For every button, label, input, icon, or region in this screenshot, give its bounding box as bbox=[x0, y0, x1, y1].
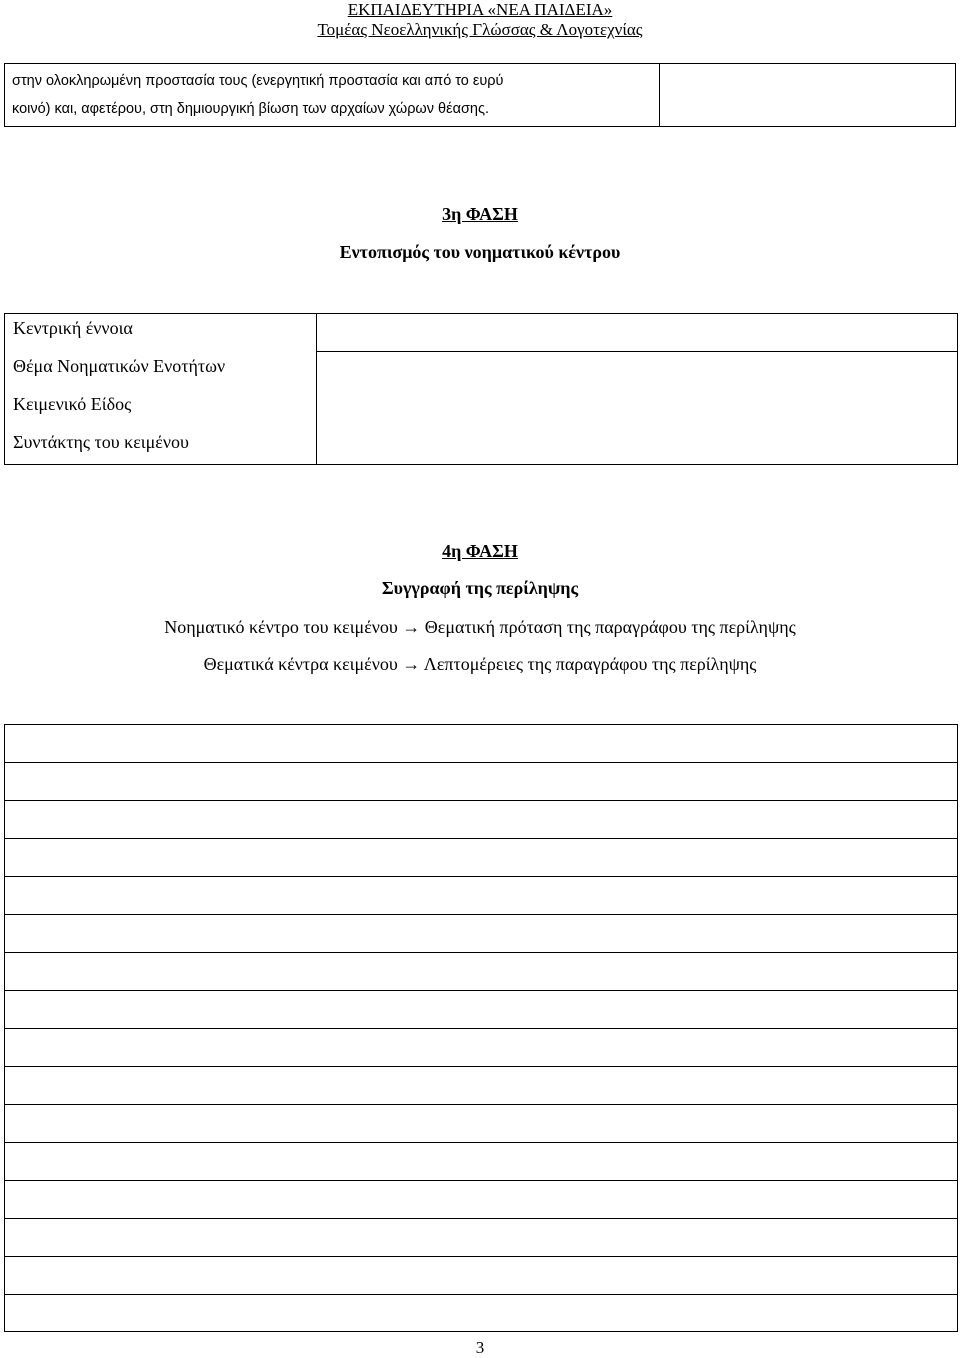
box-divider bbox=[659, 64, 660, 126]
row-label-units-theme: Θέμα Νοηματικών Ενοτήτων bbox=[13, 356, 226, 376]
writing-line bbox=[5, 990, 957, 991]
school-title: ΕΚΠΑΙΔΕΥΤΗΡΙΑ «ΝΕΑ ΠΑΙΔΕΙΑ» bbox=[347, 0, 613, 19]
page-number: 3 bbox=[475, 1338, 485, 1357]
writing-line bbox=[5, 876, 957, 877]
phase4-heading bbox=[0, 541, 960, 562]
department-subtitle: Τομέας Νεοελληνικής Γλώσσας & Λογοτεχνίας bbox=[317, 20, 643, 39]
writing-line bbox=[5, 1294, 957, 1295]
writing-line bbox=[5, 914, 957, 915]
document-header bbox=[0, 0, 960, 40]
writing-line bbox=[5, 838, 957, 839]
writing-line bbox=[5, 1180, 957, 1181]
writing-line bbox=[5, 762, 957, 763]
phase3-heading bbox=[0, 204, 960, 225]
writing-line bbox=[5, 1256, 957, 1257]
phase4-title: 4η ΦΑΣΗ bbox=[442, 541, 518, 561]
continued-text-box bbox=[4, 63, 956, 127]
writing-lines-area[interactable] bbox=[4, 724, 958, 1332]
writing-line bbox=[5, 1028, 957, 1029]
phase4-line-2: Θεματικά κέντρα κειμένου → Λεπτομέρειες της παραγράφου της περίληψης bbox=[203, 654, 757, 674]
writing-line bbox=[5, 1142, 957, 1143]
phase3-subtitle: Εντοπισμός του νοηματικού κέντρου bbox=[339, 242, 621, 262]
phase4-subtitle: Συγγραφή της περίληψης bbox=[381, 578, 579, 598]
writing-line bbox=[5, 800, 957, 801]
row-label-central-concept: Κεντρική έννοια bbox=[13, 318, 133, 338]
table-column-divider bbox=[316, 314, 317, 464]
phase4-line-1: Νοηματικό κέντρο του κειμένου → Θεματική πρόταση της παραγράφου της περίληψης bbox=[164, 617, 796, 637]
continued-text bbox=[12, 67, 652, 123]
row-label-author: Συντάκτης του κειμένου bbox=[13, 432, 189, 452]
writing-line bbox=[5, 1104, 957, 1105]
row-label-text-type: Κειμενικό Είδος bbox=[13, 394, 132, 414]
writing-line bbox=[5, 952, 957, 953]
continued-text-line-2: κοινό) και, αφετέρου, στη δημιουργική βίωση των αρχαίων χώρων θέασης. bbox=[12, 101, 489, 117]
phase3-title: 3η ΦΑΣΗ bbox=[442, 204, 518, 224]
continued-text-line-1: στην ολοκληρωμένη προστασία τους (ενεργητική προστασία και από το ευρύ bbox=[12, 73, 504, 89]
table-row-divider bbox=[316, 351, 957, 352]
writing-line bbox=[5, 1218, 957, 1219]
writing-line bbox=[5, 1066, 957, 1067]
phase3-table bbox=[4, 313, 958, 465]
